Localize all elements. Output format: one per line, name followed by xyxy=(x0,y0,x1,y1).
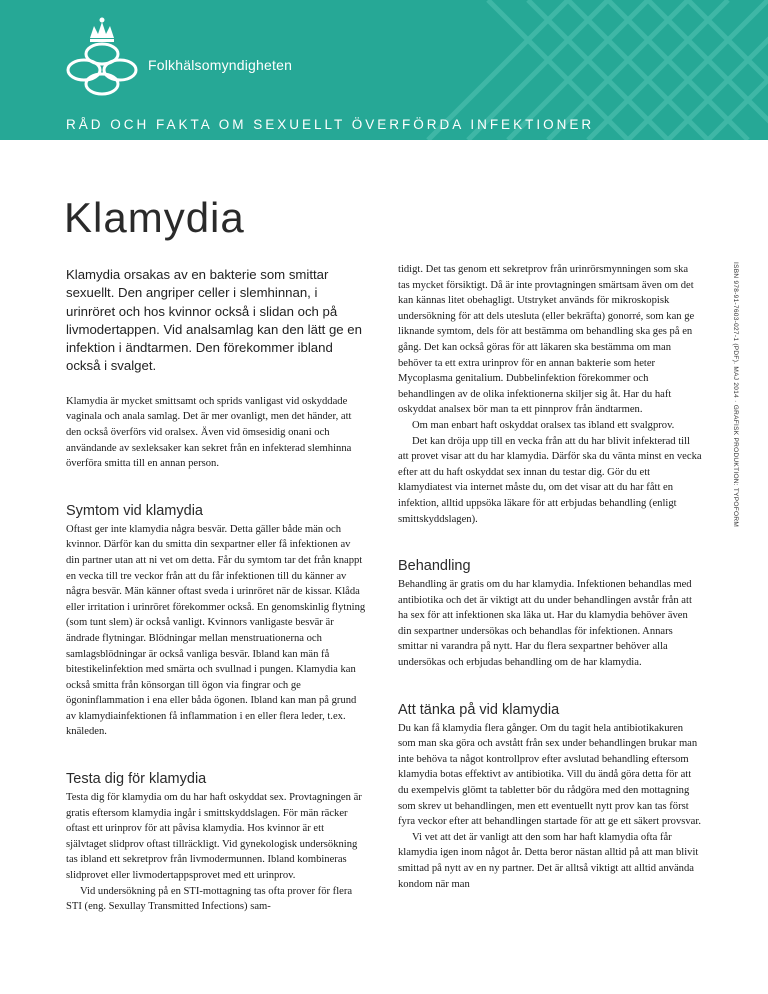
continuation-paragraph: tidigt. Det tas genom ett sekretprov från urinrörsmynningen som ska tas mycket försiktigt. Då är inte provtagningen smärtsam även om det kan kännas litet obehagligt. Utstryket används för mikroskopisk undersökning för att dels utesluta (eller bekräfta) gonorré, som kan ge liknande symtom, dels för att bestämma om behandling ska ges på en gång. Det kan också göras för att läkaren ska bestämma om man behöver ta ett extra urinprov för en annan bakterie som heter Mycoplasma genitalium. Dubbelinfektion förekommer och behandlingen av de olika infektionerna skiljer sig åt. Har du haft oskyddat analsex bör man ta ett pinnprov från ändtarmen. xyxy=(398,264,695,416)
folkhalsomyndigheten-logo-icon xyxy=(62,14,142,98)
intro-paragraph: Klamydia är mycket smittsamt och sprids vanligast vid oskyddade vaginala och anala samlag. Det är mer ovanligt, men det händer, att den också överförs vid oralsex. Även vid ömsesidig onani och användande av sexleksaker kan sekret från en infekterad slemhinna överföra smitta till en annan person. xyxy=(66,395,352,470)
right-column xyxy=(398,262,702,892)
isbn-text: ISBN 978-91-7603-027-1 (PDF). MAJ 2014 · GRAFISK PRODUKTION: TYPOFORM xyxy=(732,262,739,528)
heading-testing: Testa dig för klamydia xyxy=(66,771,207,788)
remember-paragraph: Du kan få klamydia flera gånger. Om du tagit hela antibiotikakuren som man ska göra och avstått från sex under behandlingen brukar man inte behöva ta något kontrollprov efter avslutad behandling eftersom klamydia botas effektivt av antibiotika. Vill du ändå göra detta för att du exempelvis glömt ta tabletter bör du rådgöra med den mottagning som skrev ut behandlingen, men ett eventuellt nytt prov kan tas först fyra veckor efter att behandlingen startade för att ge ett säkert provsvar. xyxy=(398,722,701,828)
symptoms-paragraph: Oftast ger inte klamydia några besvär. Detta gäller både män och kvinnor. Därför kan du smitta din sexpartner eller få infektionen av din partner utan att ni vet om detta. Får du symtom tar det från knappt en vecka till tre veckor från att du får infektionen till du känner av några besvär. Män känner oftast sveda i urinröret när de kissar. Klåda eller irritation i urinröret förekommer också. En genomskinlig flytning (som tunt slem) är också vanligt. Kvinnors vanligaste besvär är ändrade flytningar. Blödningar mellan menstruationerna och samlagsblödningar är också vanliga besvär. Ibland kan män få bitestikelinfektion med smärta och svullnad i pungen. Klamydia kan också smitta från könsorgan till ögon via fingrar och ge ögoninflammation i ena eller båda ögonen. Ibland kan man på grund av klamydiainfektionen få inflammation i en eller flera leder, t.ex. knäleden. xyxy=(66,523,366,738)
testing-paragraph: Testa dig för klamydia om du har haft oskyddat sex. Provtagningen är gratis eftersom klamydia ingår i smittskyddslagen. För män räcker oftast ett urinprov för att påvisa klamydia. Hos kvinnor är ett självtaget slidprov oftast tillräckligt. Vid gynekologisk undersökning tas ibland ett sekretprov från livmodermunnen. Ibland kombineras slidprovet eller livmodertappsprovet med ett urinprov. xyxy=(66,792,362,882)
left-column xyxy=(66,266,366,915)
page-title: Klamydia xyxy=(64,194,245,241)
side-imprint xyxy=(727,262,741,922)
heading-symptoms: Symtom vid klamydia xyxy=(66,502,203,519)
remember-paragraph-2: Vi vet att det är vanligt att den som har haft klamydia ofta får klamydia igen inom något år. Detta beror nästan alltid på att man blivit smittad på nytt av en ny partner. Det är alltså viktigt att alltid använda kondom när man xyxy=(398,831,699,890)
heading-remember: Att tänka på vid klamydia xyxy=(398,701,560,718)
testing-paragraph-2: Vid undersökning på en STI-mottagning tas ofta prover för flera STI (eng. Sexullay Transmitted Infections) sam- xyxy=(66,885,353,913)
continuation-paragraph-3: Det kan dröja upp till en vecka från att du har blivit infekterad till att provet visar att du har klamydia. Därför ska du vänta minst en vecka efter att du haft oskyddat sex innan du testar dig. Gör du ett klamydiatest via internet måste du, om det visar att du har fått en infektion, alltid uppsöka läkare för att erbjudas behandling (enligt smittskyddslagen). xyxy=(398,435,702,525)
lead-paragraph: Klamydia orsakas av en bakterie som smittar sexuellt. Den angriper celler i slemhinnan, i urinröret och hos kvinnor också i slidan och på livmodertappen. Vid analsamlag kan den lätt ge en infektion i ändtarmen. Den förekommer ibland också i svalget. xyxy=(66,267,362,374)
heading-treatment: Behandling xyxy=(398,558,471,575)
treatment-paragraph: Behandling är gratis om du har klamydia. Infektionen behandlas med antibiotika och det är viktigt att du under behandlingen avstår från att ha sex för att infektionen ska läka ut. Har du klamydia behöver även din sexpartner undersökas och behandlas för infektionen. Annars smittar ni varandra på nytt. Har du flera sexpartner behöver alla undersökas och erbjudas behandling om de har klamydia. xyxy=(398,579,692,669)
series-title: RÅD OCH FAKTA OM SEXUELLT ÖVERFÖRDA INFEKTIONER xyxy=(66,117,595,132)
continuation-paragraph-2: Om man enbart haft oskyddat oralsex tas ibland ett svalgprov. xyxy=(412,419,675,431)
org-name: Folkhälsomyndigheten xyxy=(148,57,293,73)
header-banner xyxy=(0,0,768,140)
